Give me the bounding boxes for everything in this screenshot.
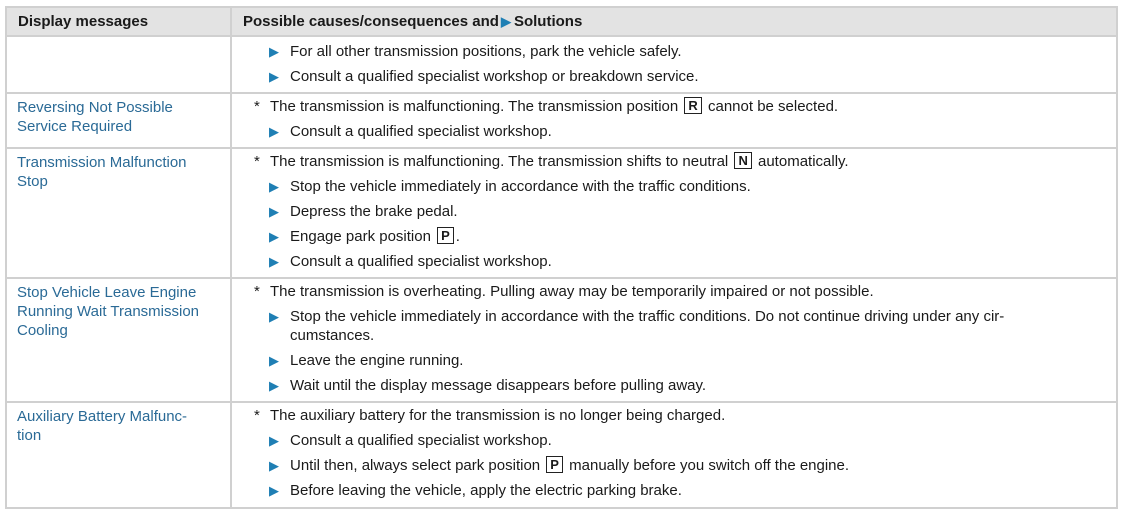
header-causes-solutions (231, 7, 1117, 36)
display-message-text: Reversing Not Possible (17, 99, 173, 116)
solution-step (269, 42, 1106, 61)
line-text: Wait until the display message disappears before pulling away. (290, 377, 707, 394)
line-text: Consult a qualified specialist workshop. (290, 123, 552, 140)
line-text: The auxiliary battery for the transmission is no longer being charged. (270, 407, 726, 424)
solution-step-text (290, 202, 458, 221)
transmission-position-key: P (546, 456, 563, 473)
play-triangle-icon: ▶ (269, 254, 279, 269)
solution-step (269, 376, 1106, 395)
transmission-position-key: P (437, 227, 454, 244)
header-display-messages: Display messages (6, 7, 231, 36)
play-triangle-icon: ▶ (269, 124, 279, 139)
display-message-cell (6, 148, 231, 278)
solution-step (269, 177, 1106, 196)
header-solutions-label: Solutions (513, 13, 583, 30)
table-row (6, 148, 1117, 278)
play-triangle-icon: ▶ (500, 14, 511, 29)
solution-step (269, 481, 1106, 500)
solutions-cell (231, 93, 1117, 148)
line-text: The transmission is overheating. Pulling away may be temporarily impaired or not possible. (270, 283, 874, 300)
line-text: The transmission is malfunctioning. The transmission shifts to neutral (270, 153, 729, 170)
solution-step-text (290, 351, 463, 370)
line-text-continued: cumstances. (290, 327, 375, 344)
play-triangle-icon: ▶ (269, 483, 279, 498)
display-message-text: Stop Vehicle Leave Engine (17, 284, 197, 301)
solution-step (269, 252, 1106, 271)
line-text: Before leaving the vehicle, apply the electric parking brake. (290, 482, 682, 499)
line-text-after-key: automatically. (758, 153, 849, 170)
line-text: Engage park position (290, 228, 431, 245)
play-triangle-icon: ▶ (269, 44, 279, 59)
cause-text (270, 97, 838, 116)
line-text: Stop the vehicle immediately in accordance with the traffic conditions. Do not continue driving under any cir- (290, 308, 1005, 325)
header-causes-label: Possible causes/consequences and (243, 13, 499, 30)
display-messages-table (5, 6, 1118, 509)
table-header-row (6, 7, 1117, 36)
solution-step-text (290, 67, 699, 86)
solution-step-text (290, 177, 751, 196)
play-triangle-icon: ▶ (269, 179, 279, 194)
solutions-cell (231, 402, 1117, 508)
solution-step-text (290, 481, 682, 500)
solution-step-text (290, 307, 1004, 345)
line-text: For all other transmission positions, park the vehicle safely. (290, 43, 682, 60)
display-message-cell (6, 93, 231, 148)
line-text: Leave the engine running. (290, 352, 464, 369)
play-triangle-icon: ▶ (269, 204, 279, 219)
play-triangle-icon: ▶ (269, 309, 279, 324)
display-message-cell (6, 278, 231, 402)
table-row (6, 36, 1117, 93)
line-text: Consult a qualified specialist workshop. (290, 253, 552, 270)
play-triangle-icon: ▶ (269, 229, 279, 244)
display-message-text: Auxiliary Battery Malfunc- (17, 408, 188, 425)
transmission-position-key: N (734, 152, 751, 169)
display-message-cell (6, 36, 231, 93)
asterisk-icon: * (254, 283, 260, 300)
asterisk-icon: * (254, 407, 260, 424)
line-text-after-key: manually before you switch off the engine. (569, 457, 850, 474)
asterisk-icon: * (254, 153, 260, 170)
display-message-text: Running Wait Transmission (17, 303, 200, 320)
display-message-text: Cooling (17, 322, 68, 339)
line-text: Consult a qualified specialist workshop or breakdown service. (290, 68, 699, 85)
solutions-cell (231, 36, 1117, 93)
cause-line (252, 152, 1106, 171)
play-triangle-icon: ▶ (269, 458, 279, 473)
table-row (6, 278, 1117, 402)
solution-step (269, 307, 1106, 345)
line-text: Consult a qualified specialist workshop. (290, 432, 552, 449)
cause-line (252, 97, 1106, 116)
solution-step-text (290, 431, 552, 450)
play-triangle-icon: ▶ (269, 353, 279, 368)
solution-step (269, 122, 1106, 141)
solution-step (269, 431, 1106, 450)
line-text-after-key: cannot be selected. (707, 98, 839, 115)
line-text: The transmission is malfunctioning. The transmission position (270, 98, 679, 115)
solution-step-text (290, 456, 849, 475)
table-row (6, 93, 1117, 148)
display-message-text: Stop (17, 173, 48, 190)
solution-step-text (290, 252, 552, 271)
line-text: Until then, always select park position (290, 457, 541, 474)
solution-step (269, 456, 1106, 475)
display-message-text: tion (17, 427, 42, 444)
display-message-text: Transmission Malfunction (17, 154, 187, 171)
cause-text (270, 406, 725, 425)
solutions-cell (231, 148, 1117, 278)
line-text: Depress the brake pedal. (290, 203, 458, 220)
solution-step-text (290, 122, 552, 141)
solution-step-text (290, 42, 682, 61)
solution-step-text (290, 227, 460, 246)
display-message-text: Service Required (17, 118, 133, 135)
solutions-cell (231, 278, 1117, 402)
line-text-after-key: . (455, 228, 460, 245)
play-triangle-icon: ▶ (269, 378, 279, 393)
cause-text (270, 152, 849, 171)
line-text: Stop the vehicle immediately in accordance with the traffic conditions. (290, 178, 751, 195)
cause-line (252, 406, 1106, 425)
play-triangle-icon: ▶ (269, 433, 279, 448)
solution-step (269, 67, 1106, 86)
solution-step (269, 227, 1106, 246)
asterisk-icon: * (254, 98, 260, 115)
cause-line (252, 282, 1106, 301)
display-messages-table-wrapper (5, 6, 1116, 509)
solution-step (269, 202, 1106, 221)
table-row (6, 402, 1117, 508)
solution-step (269, 351, 1106, 370)
play-triangle-icon: ▶ (269, 69, 279, 84)
solution-step-text (290, 376, 706, 395)
table-body (6, 36, 1117, 508)
transmission-position-key: R (684, 97, 701, 114)
display-message-cell (6, 402, 231, 508)
cause-text (270, 282, 874, 301)
